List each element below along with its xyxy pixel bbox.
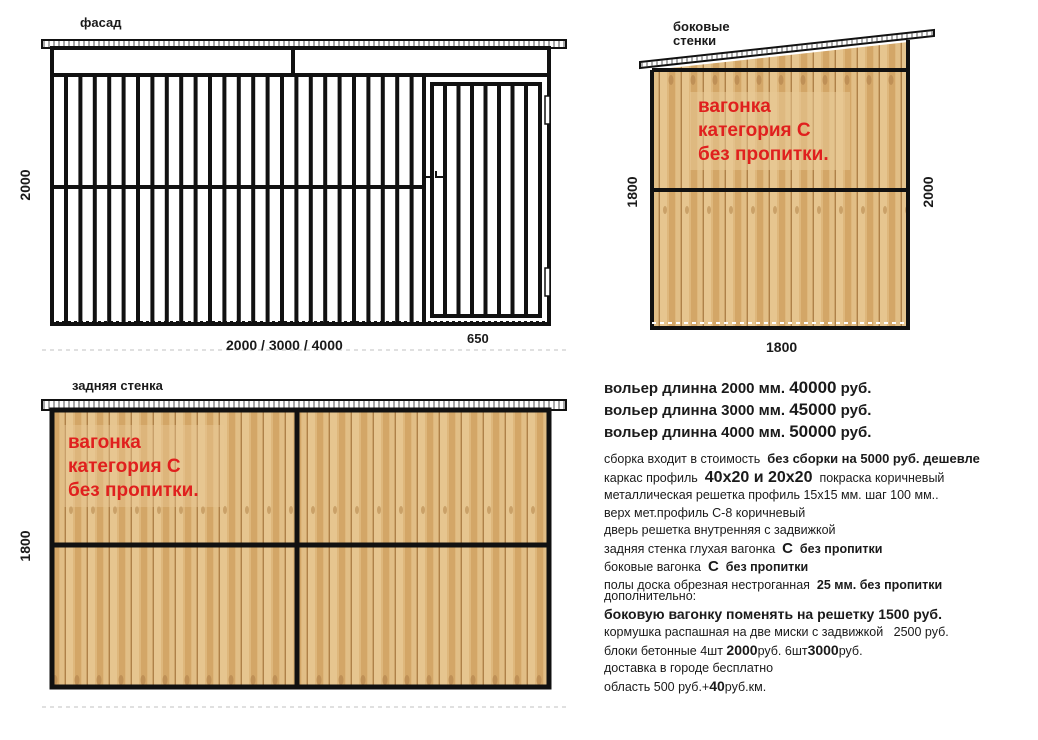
included-specs bbox=[604, 450, 980, 594]
price-row-value: 45000 bbox=[789, 400, 837, 419]
extra-bold: 3000 bbox=[807, 641, 839, 658]
extra-text: блоки бетонные 4шт bbox=[604, 643, 723, 658]
back-wood-line2: категория С bbox=[68, 456, 181, 477]
extra-bold: боковую вагонку поменять на решетку 1500 руб. bbox=[604, 605, 942, 622]
facade-drawing bbox=[42, 40, 566, 350]
extra-text: руб. 6шт bbox=[757, 643, 808, 658]
side-wood-line3: без пропитки. bbox=[698, 144, 829, 165]
spec-text: полы доска обрезная нестроганная bbox=[604, 577, 810, 592]
price-row-unit: руб. bbox=[840, 380, 872, 397]
side-left-height-label: 1800 bbox=[624, 176, 640, 208]
price-row bbox=[604, 399, 871, 421]
side-wall-drawing bbox=[640, 30, 934, 330]
spec-bold: С bbox=[707, 558, 719, 575]
extra-line bbox=[604, 642, 949, 661]
extra-title: дополнительно: bbox=[604, 589, 697, 603]
spec-text: задняя стенка глухая вагонка bbox=[604, 541, 776, 556]
spec-line bbox=[604, 487, 980, 505]
facade-height-label: 2000 bbox=[17, 169, 33, 201]
extra-options bbox=[604, 588, 949, 696]
back-title: задняя стенка bbox=[72, 378, 163, 393]
side-wood-line2: категория С bbox=[698, 120, 811, 141]
back-wood-label bbox=[68, 431, 199, 503]
spec-text: покраска коричневый bbox=[819, 470, 945, 485]
extra-text: кормушка распашная на две миски с задвижкой bbox=[604, 625, 884, 639]
spec-bold: 40х20 и 20х20 bbox=[704, 468, 813, 486]
spec-line bbox=[604, 469, 980, 488]
spec-text: каркас профиль bbox=[604, 470, 698, 485]
extra-text: область 500 руб.+ bbox=[604, 679, 710, 694]
back-wood-line3: без пропитки. bbox=[68, 480, 199, 501]
extra-line bbox=[604, 606, 949, 625]
extra-line bbox=[604, 660, 949, 678]
extra-text: руб.км. bbox=[724, 679, 767, 694]
spec-line bbox=[604, 505, 980, 523]
side-wood-line1: вагонка bbox=[698, 96, 771, 117]
price-row bbox=[604, 377, 871, 399]
spec-line bbox=[604, 540, 980, 559]
side-width-label: 1800 bbox=[766, 339, 798, 355]
price-row-unit: руб. bbox=[840, 424, 872, 441]
extra-bold: 2000 bbox=[726, 641, 758, 658]
side-title bbox=[673, 20, 730, 48]
side-wood-label bbox=[698, 95, 829, 167]
price-row-value: 50000 bbox=[789, 422, 837, 441]
price-row-value: 40000 bbox=[789, 378, 837, 397]
extra-text: доставка в городе бесплатно bbox=[604, 661, 774, 675]
price-row-label: вольер длинна 2000 мм. bbox=[604, 380, 786, 397]
price-list bbox=[604, 377, 871, 443]
spec-line bbox=[604, 450, 980, 469]
extra-text: руб. bbox=[838, 643, 863, 658]
spec-line bbox=[604, 558, 980, 577]
spec-bold: без сборки на 5000 руб. дешевле bbox=[767, 451, 980, 466]
spec-bold: 25 мм. без пропитки bbox=[816, 577, 943, 592]
extra-bold: 40 bbox=[709, 677, 725, 694]
extra-text: 2500 руб. bbox=[893, 625, 949, 639]
side-right-height-label: 2000 bbox=[920, 176, 936, 208]
spec-text: верх мет.профиль С-8 коричневый bbox=[604, 505, 806, 520]
spec-text: дверь решетка внутренняя с задвижкой bbox=[604, 523, 836, 537]
side-title-line2: стенки bbox=[673, 33, 717, 48]
side-title-line1: боковые bbox=[673, 19, 730, 34]
spec-text: металлическая решетка профиль 15х15 мм. шаг 100 мм.. bbox=[604, 488, 939, 502]
price-row-label: вольер длинна 3000 мм. bbox=[604, 402, 786, 419]
price-row-unit: руб. bbox=[840, 402, 872, 419]
spec-line bbox=[604, 522, 980, 540]
price-row bbox=[604, 421, 871, 443]
facade-width-label: 2000 / 3000 / 4000 bbox=[226, 337, 343, 353]
back-height-label: 1800 bbox=[17, 530, 33, 562]
facade-title: фасад bbox=[80, 15, 122, 30]
spec-text: боковые вагонка bbox=[604, 560, 702, 574]
back-wood-line1: вагонка bbox=[68, 432, 141, 453]
door-width-label: 650 bbox=[467, 331, 489, 346]
spec-bold: без пропитки bbox=[799, 541, 883, 556]
extra-line bbox=[604, 624, 949, 642]
spec-bold: без пропитки bbox=[725, 560, 809, 574]
spec-bold: С bbox=[782, 539, 793, 557]
extra-line bbox=[604, 678, 949, 697]
price-row-label: вольер длинна 4000 мм. bbox=[604, 424, 786, 441]
door-grid-bars bbox=[445, 86, 526, 314]
spec-text: сборка входит в стоимость bbox=[604, 452, 761, 466]
